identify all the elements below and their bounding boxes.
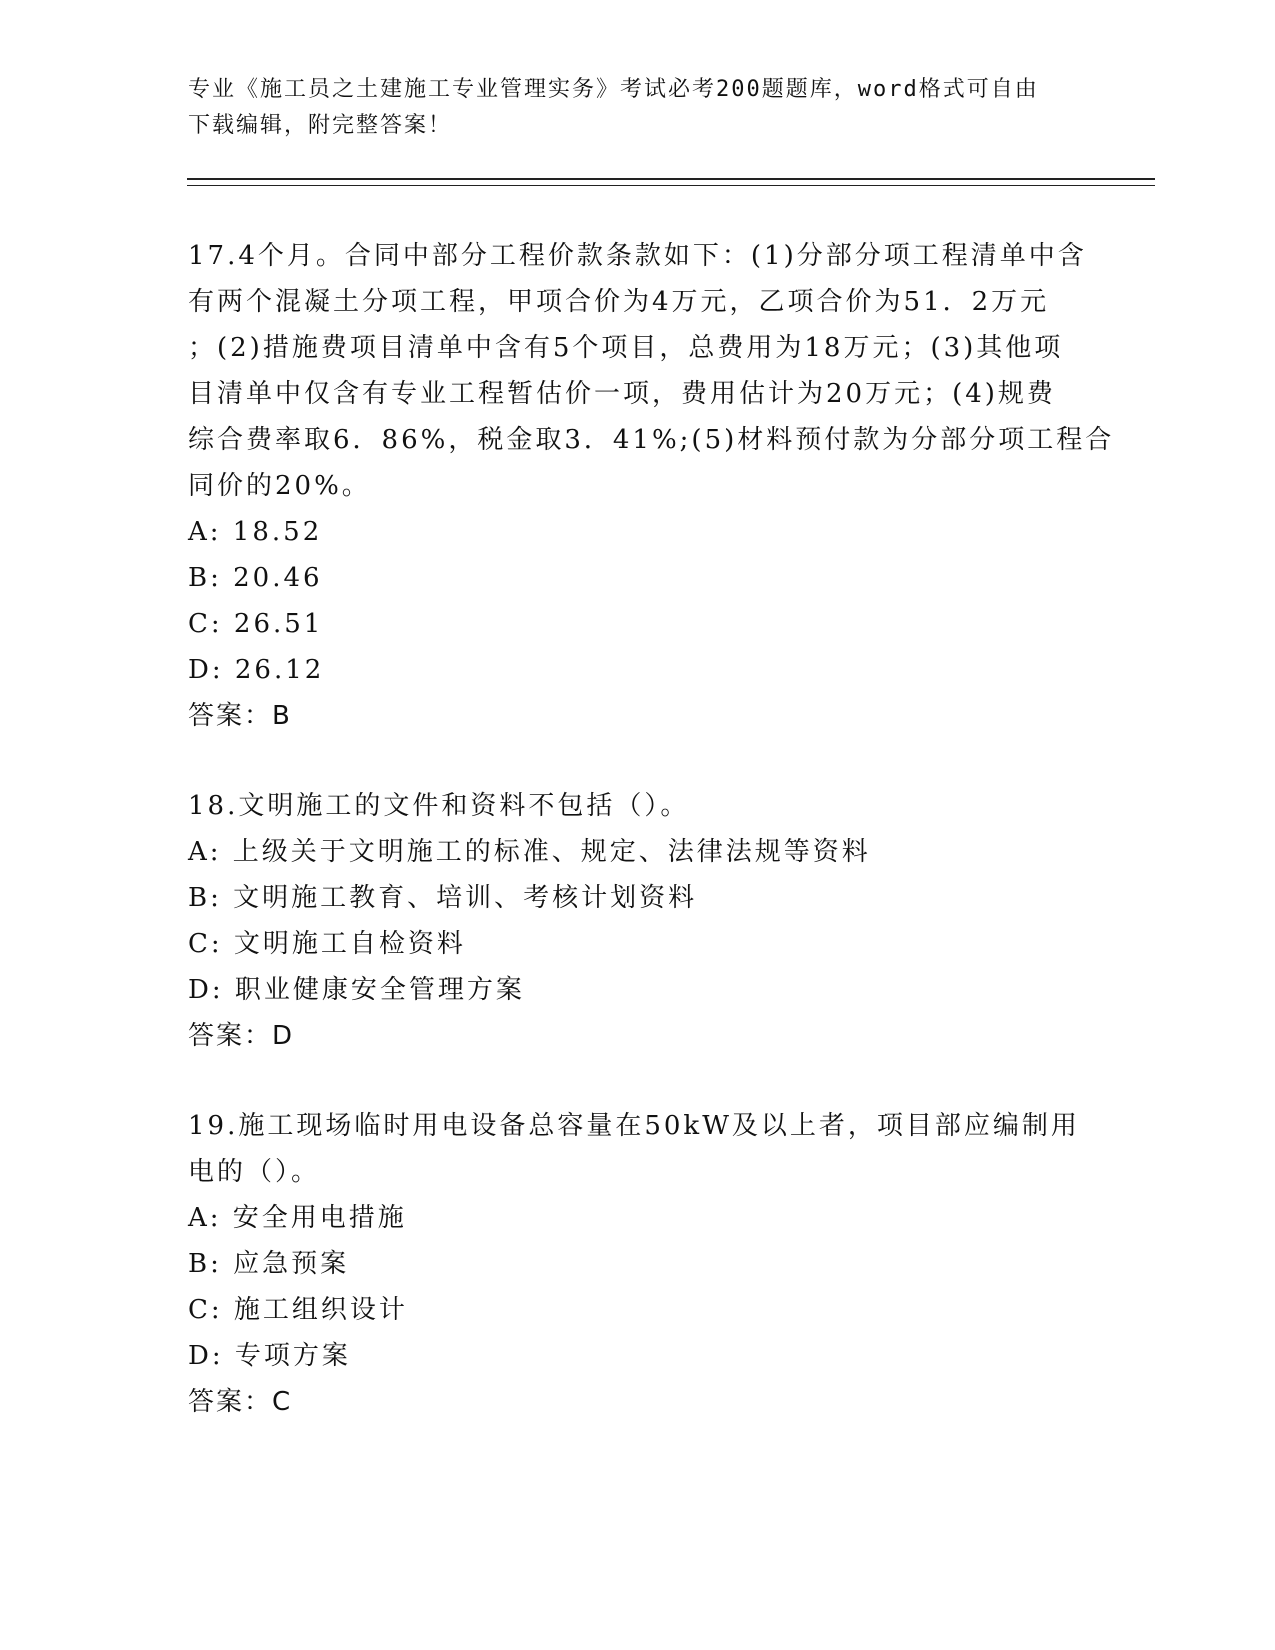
question-18 [188, 783, 1088, 1059]
option-a: A: 上级关于文明施工的标准、规定、法律法规等资料 [188, 837, 871, 867]
answer-label: 答案：D [188, 1021, 295, 1051]
option-b: B: 应急预案 [188, 1249, 350, 1279]
option-b: B: 文明施工教育、培训、考核计划资料 [188, 883, 698, 913]
question-17 [188, 233, 1115, 739]
answer-label: 答案：C [188, 1387, 293, 1417]
option-b: B: 20.46 [188, 563, 323, 593]
option-c: C: 文明施工自检资料 [188, 929, 466, 959]
option-a: A: 安全用电措施 [188, 1203, 407, 1233]
question-spacer [188, 739, 1088, 783]
question-stem-line: 19.施工现场临时用电设备总容量在50kW及以上者，项目部应编制用 [188, 1111, 1080, 1141]
option-d: D: 26.12 [188, 655, 325, 685]
answer-label: 答案：B [188, 701, 292, 731]
header-line-2: 下载编辑，附完整答案！ [188, 113, 453, 138]
option-c: C: 施工组织设计 [188, 1295, 408, 1325]
header-divider [187, 178, 1155, 186]
question-spacer [188, 1059, 1088, 1103]
question-stem-line: 17.4个月。合同中部分工程价款条款如下：(1)分部分项工程清单中含 [188, 241, 1087, 271]
option-d: D: 职业健康安全管理方案 [188, 975, 525, 1005]
question-stem-line: ；(2)措施费项目清单中含有5个项目，总费用为18万元；(3)其他项 [188, 333, 1064, 363]
question-19 [188, 1103, 1088, 1425]
question-stem-line: 电的（）。 [188, 1157, 321, 1187]
document-header [188, 72, 1088, 144]
question-stem-line: 目清单中仅含有专业工程暂估价一项，费用估计为20万元；(4)规费 [188, 379, 1056, 409]
option-a: A: 18.52 [188, 517, 323, 547]
question-list [188, 233, 1115, 1425]
option-c: C: 26.51 [188, 609, 324, 639]
question-stem-line: 同价的20%。 [188, 471, 371, 501]
question-stem-line: 18.文明施工的文件和资料不包括（）。 [188, 791, 690, 821]
question-stem-line: 有两个混凝土分项工程，甲项合价为4万元，乙项合价为51．2万元 [188, 287, 1050, 317]
question-stem-line: 综合费率取6．86%，税金取3．41%;(5)材料预付款为分部分项工程合 [188, 425, 1115, 455]
header-line-1: 专业《施工员之土建施工专业管理实务》考试必考200题题库，word格式可自由 [188, 77, 1039, 102]
option-d: D: 专项方案 [188, 1341, 351, 1371]
